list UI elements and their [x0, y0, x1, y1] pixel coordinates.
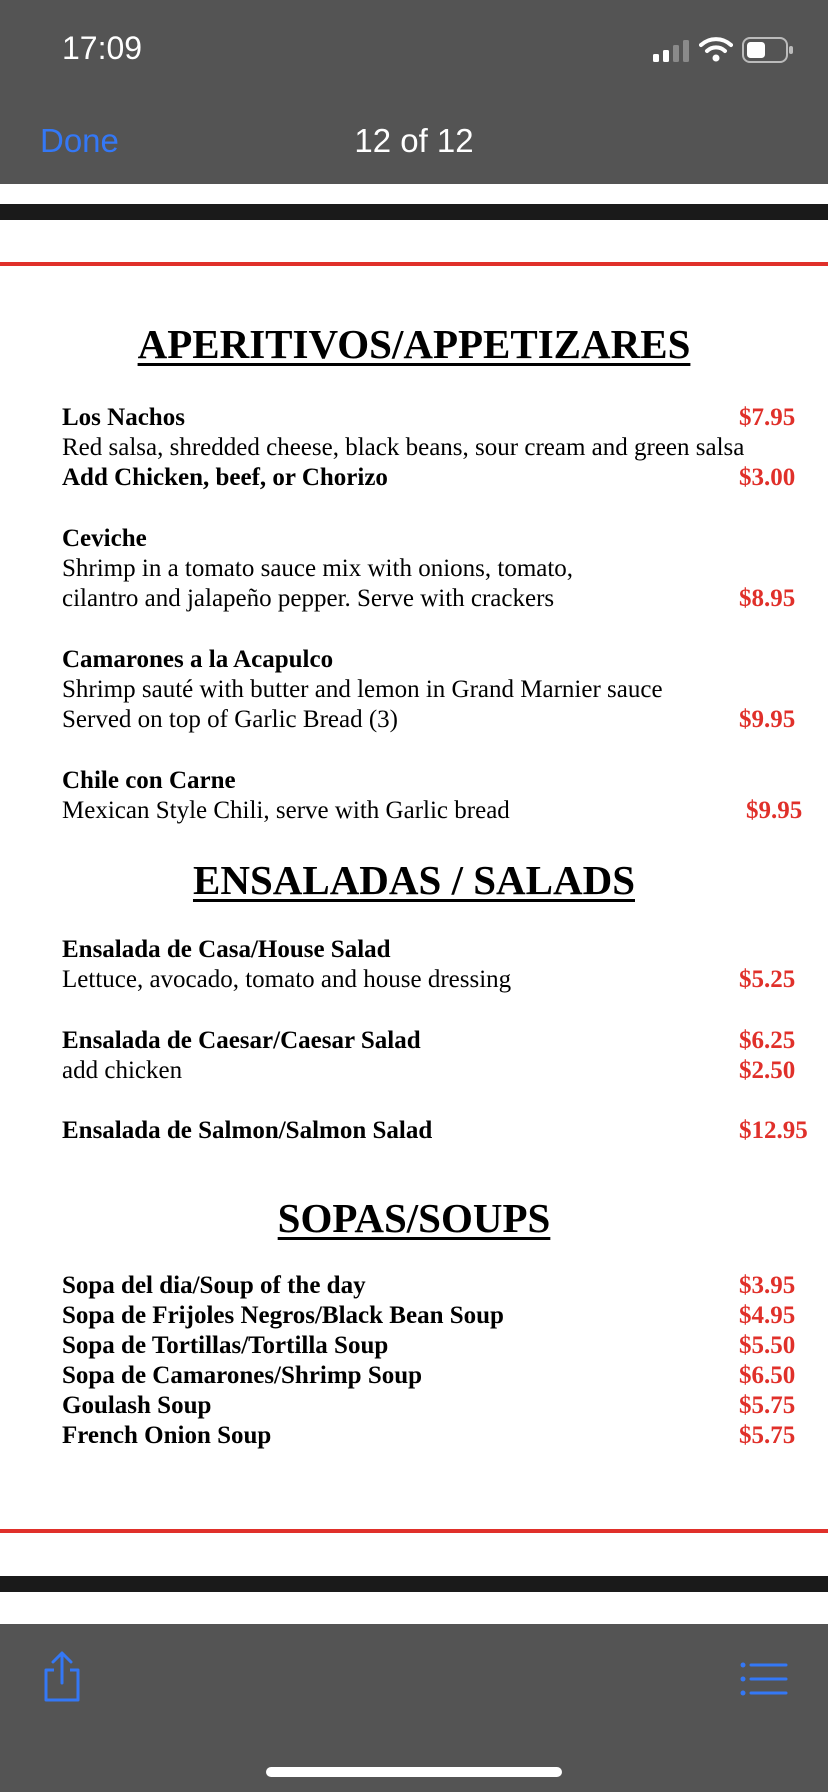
- soups-heading: SOPAS/SOUPS: [277, 1195, 551, 1241]
- soup-item-price: $6.50: [739, 1362, 796, 1389]
- soup-item-price: $5.75: [739, 1392, 796, 1419]
- nachos-price: $7.95: [739, 404, 796, 431]
- ceviche-price: $8.95: [739, 585, 796, 612]
- battery-icon: [742, 37, 794, 63]
- soup-item-price: $5.75: [739, 1422, 796, 1449]
- bottom-black-rule: [0, 1576, 828, 1592]
- page-indicator: 12 of 12: [354, 122, 474, 159]
- camarones-name: Camarones a la Acapulco: [62, 646, 334, 673]
- chile-price: $9.95: [746, 797, 803, 824]
- soup-item-price: $5.50: [739, 1332, 796, 1359]
- salmon-salad-name: Ensalada de Salmon/Salmon Salad: [62, 1117, 433, 1144]
- soup-item-price: $4.95: [739, 1302, 796, 1329]
- cellular-signal-icon: [653, 40, 689, 62]
- wifi-icon: [699, 36, 733, 62]
- salads-heading: ENSALADAS / SALADS: [192, 857, 635, 903]
- share-icon[interactable]: [40, 1650, 84, 1702]
- nachos-name: Los Nachos: [62, 404, 185, 431]
- camarones-description-1: Shrimp sauté with butter and lemon in Grand Marnier sauce: [62, 676, 663, 703]
- soup-item-name: French Onion Soup: [62, 1422, 272, 1449]
- house-salad-description: Lettuce, avocado, tomato and house dressing: [62, 966, 512, 993]
- soup-item-name: Sopa de Camarones/Shrimp Soup: [62, 1362, 423, 1389]
- status-time: 17:09: [62, 30, 143, 66]
- caesar-addon: add chicken: [62, 1057, 183, 1084]
- soup-item-name: Sopa de Tortillas/Tortilla Soup: [62, 1332, 389, 1359]
- soup-item-name: Sopa del dia/Soup of the day: [62, 1272, 366, 1299]
- caesar-salad-name: Ensalada de Caesar/Caesar Salad: [62, 1027, 421, 1054]
- chile-name: Chile con Carne: [62, 767, 236, 794]
- nachos-description: Red salsa, shredded cheese, black beans, sour cream and green salsa: [62, 434, 745, 461]
- caesar-addon-price: $2.50: [739, 1057, 796, 1084]
- camarones-price: $9.95: [739, 706, 796, 733]
- list-icon[interactable]: [740, 1662, 788, 1696]
- camarones-description-2: Served on top of Garlic Bread (3): [62, 706, 398, 733]
- house-salad-price: $5.25: [739, 966, 796, 993]
- ceviche-description-1: Shrimp in a tomato sauce mix with onions, tomato,: [62, 555, 574, 582]
- nachos-addon: Add Chicken, beef, or Chorizo: [62, 464, 388, 491]
- ceviche-description-2: cilantro and jalapeño pepper. Serve with crackers: [62, 585, 555, 612]
- chile-description: Mexican Style Chili, serve with Garlic bread: [62, 797, 510, 824]
- nav-bar: [0, 100, 828, 184]
- nachos-addon-price: $3.00: [739, 464, 796, 491]
- caesar-salad-price: $6.25: [739, 1027, 796, 1054]
- bottom-toolbar: [0, 1624, 828, 1792]
- soup-item-name: Goulash Soup: [62, 1392, 212, 1419]
- salmon-salad-price: $12.95: [739, 1117, 808, 1144]
- top-red-rule: [0, 262, 828, 266]
- soup-item-price: $3.95: [739, 1272, 796, 1299]
- menu-document-page: [0, 184, 828, 1624]
- soup-item-name: Sopa de Frijoles Negros/Black Bean Soup: [62, 1302, 504, 1329]
- done-button[interactable]: Done: [40, 122, 119, 159]
- appetizers-heading: APERITIVOS/APPETIZARES: [137, 321, 691, 367]
- ceviche-name: Ceviche: [62, 525, 147, 552]
- house-salad-name: Ensalada de Casa/House Salad: [62, 936, 391, 963]
- status-bar: [0, 0, 828, 100]
- bottom-red-rule: [0, 1529, 828, 1533]
- top-black-rule: [0, 204, 828, 220]
- home-indicator[interactable]: [266, 1767, 562, 1777]
